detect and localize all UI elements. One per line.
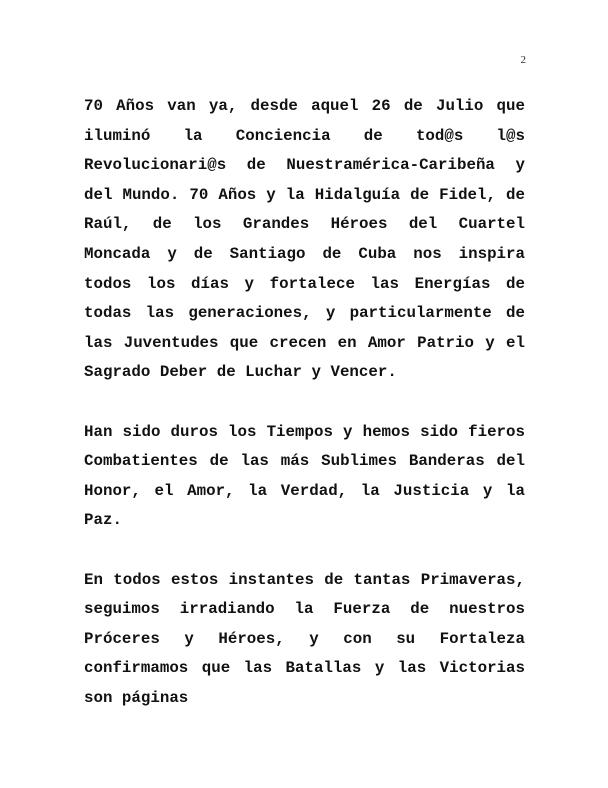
page-number: 2 (520, 54, 526, 66)
body-text (84, 92, 525, 713)
paragraph-1: 70 Años van ya, desde aquel 26 de Julio que iluminó la Conciencia de tod@s l@s Revolucionari@s de Nuestramérica-Caribeña y del Mundo. 70 Años y la Hidalguía de Fidel, de Raúl, de los Grandes Héroes del Cuartel Moncada y de Santiago de Cuba nos inspira todos los días y fortalece las Energías de todas las generaciones, y particularmente de las Juventudes que crecen en Amor Patrio y el Sagrado Deber de Luchar y Vencer. (84, 97, 525, 382)
paragraph-2: Han sido duros los Tiempos y hemos sido fieros Combatientes de las más Sublimes Banderas del Honor, el Amor, la Verdad, la Justicia y la Paz. (84, 422, 525, 530)
paragraph-3: En todos estos instantes de tantas Primaveras, seguimos irradiando la Fuerza de nuestros Próceres y Héroes, y con su Fortaleza confirmamos que las Batallas y las Victorias son páginas (84, 570, 525, 707)
